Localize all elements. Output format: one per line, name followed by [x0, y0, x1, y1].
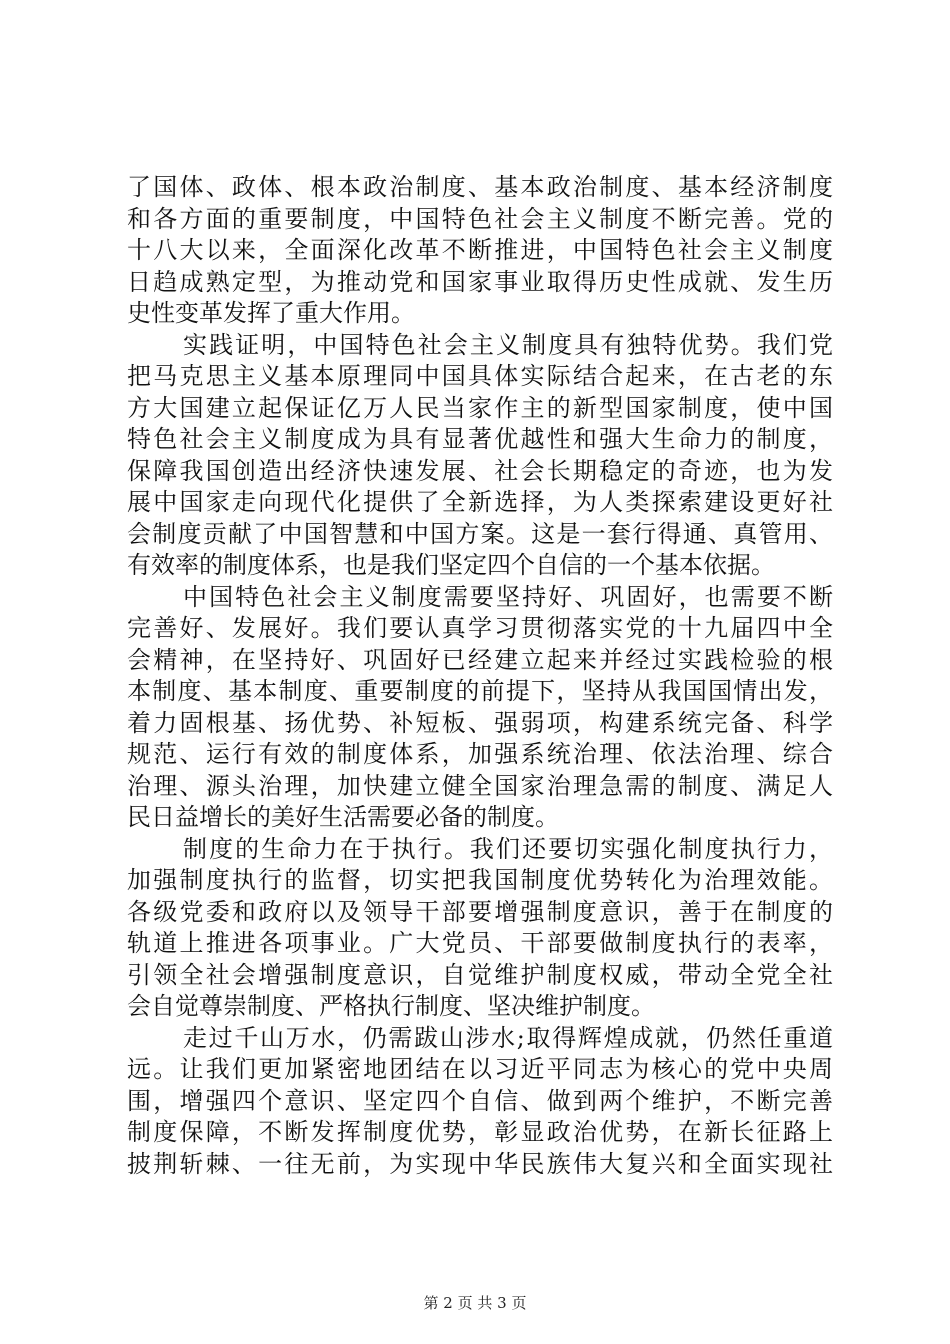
text-line: 完善好、发展好。我们要认真学习贯彻落实党的十九届四中全: [127, 614, 833, 642]
text-line: 制度的生命力在于执行。我们还要切实强化制度执行力，: [183, 834, 833, 863]
text-line: 治理、源头治理，加快建立健全国家治理急需的制度、满足人: [127, 771, 833, 800]
text-line: 会精神，在坚持好、巩固好已经建立起来并经过实践检验的根: [127, 645, 833, 674]
text-line: 规范、运行有效的制度体系，加强系统治理、依法治理、综合: [127, 740, 833, 768]
text-line: 十八大以来，全面深化改革不断推进，中国特色社会主义制度: [127, 236, 833, 264]
text-line: 有效率的制度体系，也是我们坚定四个自信的一个基本依据。: [127, 551, 775, 579]
text-line: 民日益增长的美好生活需要必备的制度。: [127, 803, 559, 831]
text-line: 把马克思主义基本原理同中国具体实际结合起来，在古老的东: [127, 362, 833, 390]
text-line: 各级党委和政府以及领导干部要增强制度意识，善于在制度的: [127, 897, 833, 926]
paragraph: [127, 582, 833, 834]
text-line: 远。让我们更加紧密地团结在以习近平同志为核心的党中央周: [127, 1055, 833, 1083]
text-line: 加强制度执行的监督，切实把我国制度优势转化为治理效能。: [127, 866, 833, 894]
text-line: 引领全社会增强制度意识，自觉维护制度权威，带动全党全社: [127, 960, 833, 989]
text-line: 本制度、基本制度、重要制度的前提下，坚持从我国国情出发，: [127, 677, 833, 705]
paragraph: [127, 834, 833, 1023]
text-line: 着力固根基、扬优势、补短板、强弱项，构建系统完备、科学: [127, 708, 833, 737]
text-line: 展中国家走向现代化提供了全新选择，为人类探索建设更好社: [127, 488, 833, 516]
paragraph: [127, 172, 833, 330]
paragraph: [127, 330, 833, 582]
text-line: 围，增强四个意识、坚定四个自信、做到两个维护，不断完善: [127, 1086, 833, 1115]
page-number: 第 2 页 共 3 页: [423, 1294, 527, 1312]
document-body: [127, 172, 833, 1180]
text-line: 保障我国创造出经济快速发展、社会长期稳定的奇迹，也为发: [127, 456, 833, 485]
text-line: 实践证明，中国特色社会主义制度具有独特优势。我们党: [183, 330, 833, 359]
text-line: 史性变革发挥了重大作用。: [127, 299, 415, 327]
text-line: 方大国建立起保证亿万人民当家作主的新型国家制度，使中国: [127, 393, 833, 422]
text-line: 中国特色社会主义制度需要坚持好、巩固好，也需要不断: [183, 582, 833, 611]
text-line: 轨道上推进各项事业。广大党员、干部要做制度执行的表率，: [127, 929, 833, 957]
text-line: 特色社会主义制度成为具有显著优越性和强大生命力的制度，: [127, 425, 833, 453]
paragraph: [127, 1023, 833, 1181]
text-line: 会自觉尊崇制度、严格执行制度、坚决维护制度。: [127, 992, 655, 1020]
text-line: 制度保障，不断发挥制度优势，彰显政治优势，在新长征路上: [127, 1118, 833, 1146]
page-footer: [0, 1294, 950, 1312]
text-line: 了国体、政体、根本政治制度、基本政治制度、基本经济制度: [127, 173, 833, 201]
text-line: 日趋成熟定型，为推动党和国家事业取得历史性成就、发生历: [127, 267, 833, 296]
text-line: 走过千山万水，仍需跋山涉水;取得辉煌成就，仍然任重道: [183, 1023, 833, 1052]
text-line: 会制度贡献了中国智慧和中国方案。这是一套行得通、真管用、: [127, 519, 833, 548]
text-line: 披荆斩棘、一往无前，为实现中华民族伟大复兴和全面实现社: [127, 1149, 833, 1178]
text-line: 和各方面的重要制度，中国特色社会主义制度不断完善。党的: [127, 204, 833, 233]
